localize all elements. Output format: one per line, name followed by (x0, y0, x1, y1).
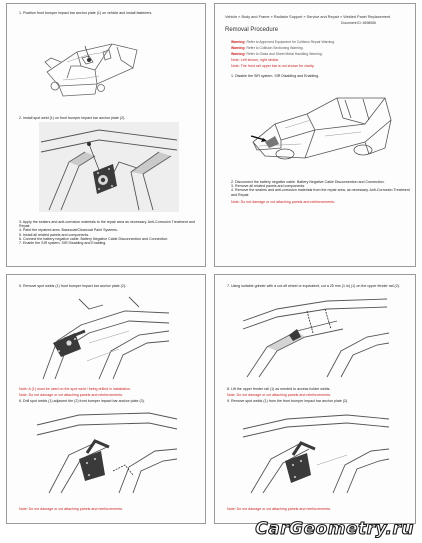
vehicle-body-figure (245, 84, 395, 172)
page1-step-mid: 2. Install spot weld (1) on front bumper impact bar anchor plate (2). (19, 116, 126, 120)
warning-line (231, 46, 304, 50)
page1-step: 7. Enable the SIR system. SIR Disabling and Enabling. (19, 241, 107, 246)
cargeometry-watermark-logo: CarGeometry.ru (255, 519, 414, 539)
page2-step-disable: 1. Disable the SIR system. SIR Disabling and Enabling. (231, 74, 320, 78)
cut-upper-fender-rail-figure (237, 291, 393, 381)
page3-note-b: Note: Do not damage or cut attaching panels and reinforcements. (19, 393, 124, 397)
page1-top-step: 1. Position front bumper impact bar anchor plate (1) on vehicle and install fasteners. (19, 11, 153, 15)
warning-text: Refer to Approved Equipment for Collision Repair Warning. (246, 40, 335, 44)
page4-note-bottom: Note: Do not damage or cut attaching panels and reinforcements. (227, 507, 332, 511)
manual-page-1 (6, 3, 206, 267)
page2-steps-list (231, 180, 411, 197)
warning-label: Warning: (231, 52, 246, 56)
document-id: Document ID: 4698066 (341, 21, 376, 25)
manual-page-4 (214, 274, 416, 524)
page4-step-lower: 9. Remove spot welds (1) from the front bumper impact bar anchor plate (2). (227, 399, 349, 403)
page1-step: 6. Connect the battery negative cable. Battery Negative Cable Disconnection and Connection. (19, 236, 169, 241)
note-panel: Note: The front rail upper bar is not shown for clarity. (231, 64, 315, 68)
page2-step: 3. Remove all related panels and components. (231, 184, 306, 189)
manual-page-3 (6, 274, 206, 524)
page4-top-step: 7. Using suitable grinder with a cut-off wheel or equivalent, cut a 25 mm (1 in) (1) on the upper fender rail (2). (227, 284, 400, 288)
page1-step: 5. Install all related panels and components. (19, 232, 90, 237)
page2-step: 4. Remove the sealers and anti-corrosion materials from the repair area, as necessary. Anti-Corrosion Treatment and Repair. (231, 188, 410, 197)
anchor-plate-welds-figure (237, 405, 393, 497)
page3-top-step: 5. Remove spot welds (1) front bumper impact bar anchor plate (2). (19, 284, 127, 288)
note-left-right: Note: Left shown, right similar. (231, 58, 280, 62)
page1-step: 3. Apply the sealers and anti-corrosion materials to the repair area as necessary. Anti-Corrosion Treatment and Repair. (19, 220, 195, 229)
warning-text: Refer to Glass and Sheet Metal Handling Warning. (246, 52, 323, 56)
anchor-plate-closeup-figure (39, 122, 179, 212)
warning-label: Warning: (231, 46, 246, 50)
page1-step: 4. Paint the repaired area. Basecoat/Clearcoat Paint Systems. (19, 228, 118, 233)
page3-step-mid: 6. Drill spot welds (1) adjacent the (2) front bumper impact bar anchor plate (3). (19, 399, 145, 403)
page2-step: 2. Disconnect the battery negative cable. Battery Negative Cable Disconnection and Connection. (231, 180, 385, 184)
page2-note-bottom: Note: Do not damage or cut attaching panels and reinforcements. (231, 200, 336, 204)
page3-note-a: Note: A (1) must be used on the spot weld / being drilled in installation. (19, 387, 131, 391)
front-frame-figure (37, 22, 147, 104)
manual-page-2 (214, 3, 416, 267)
page3-note-bottom: Note: Do not damage or cut attaching panels and reinforcements. (19, 507, 124, 511)
procedure-title: Removal Procedure (225, 27, 279, 33)
page4-note-a: Note: Do not damage or cut attaching panels and reinforcements. (227, 393, 332, 397)
warning-line (231, 40, 335, 44)
warning-line (231, 52, 323, 56)
drill-spot-welds-figure (29, 405, 179, 497)
page4-step-mid: 8. Lift the upper fender rail (1) as needed to access holder welds. (227, 387, 331, 391)
warning-text: Refer to Collision Sectioning Warning. (246, 46, 304, 50)
breadcrumb: Vehicle » Body and Frame » Radiator Support » Service and Repair » Welded Panel Replacement (225, 15, 391, 19)
page1-steps-list (19, 220, 197, 245)
spot-weld-removal-figure (29, 291, 179, 383)
warning-label: Warning: (231, 40, 246, 44)
